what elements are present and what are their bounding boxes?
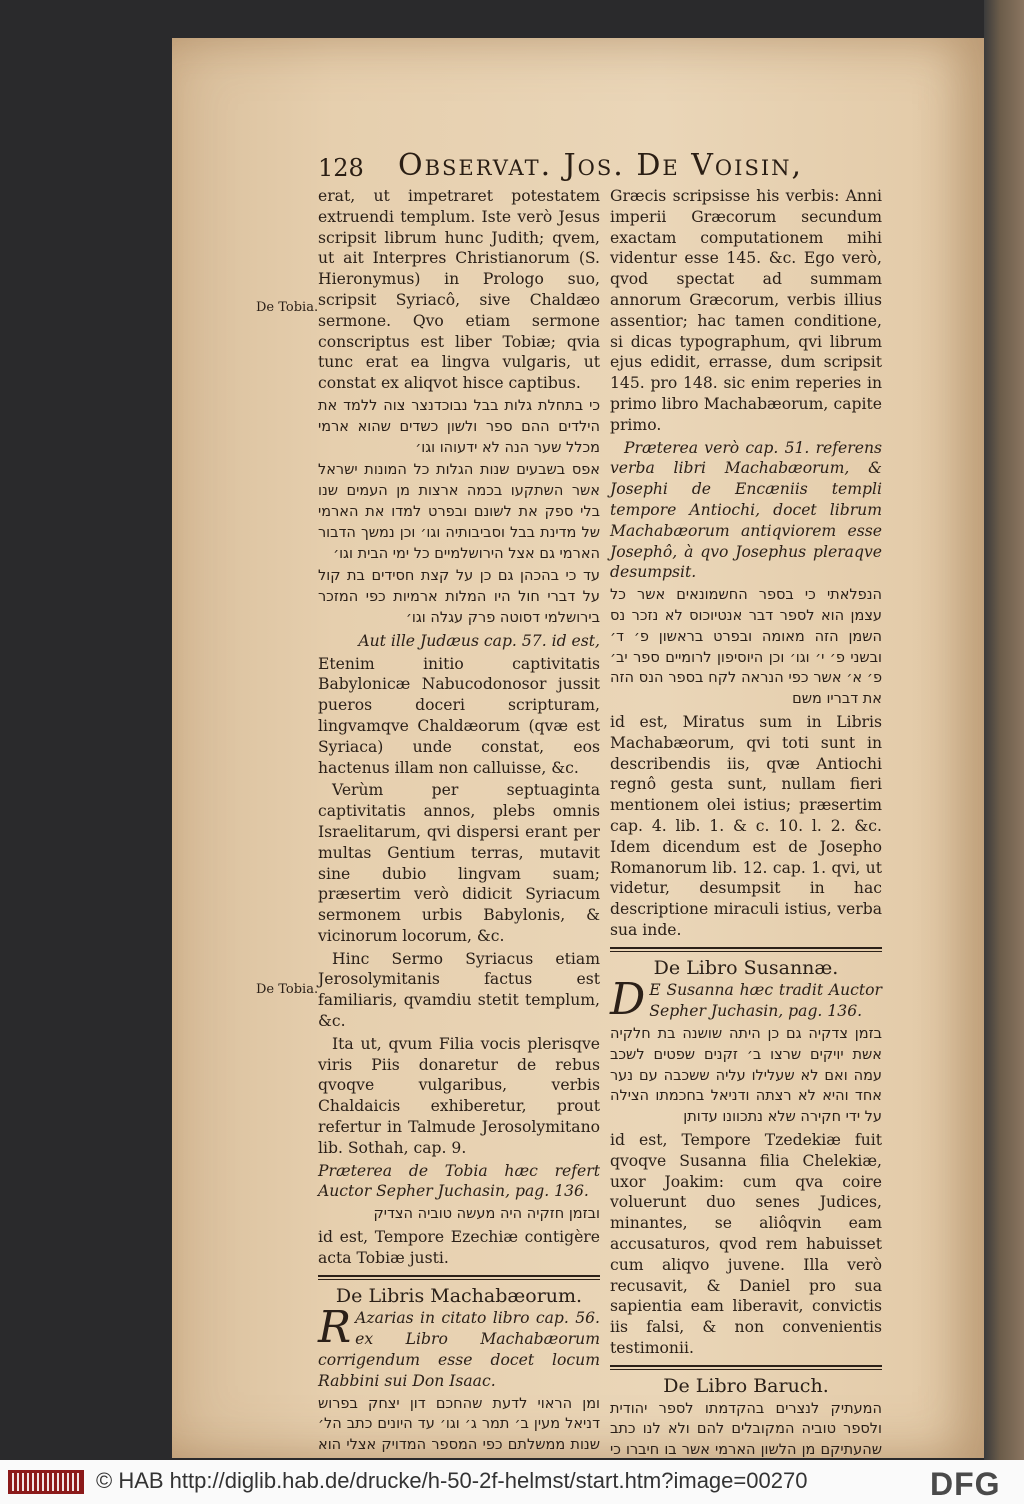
paragraph: Etenim initio captivitatis Babylonicæ Nabucodonosor jussit pueros doceri scripturam, lingvamqve Chaldæorum (qvæ est Syriaca) unde constat, eos hactenus illam non calluisse, &c. — [318, 654, 600, 777]
drop-capital: D — [610, 974, 646, 1026]
section-rule — [318, 1275, 600, 1280]
margin-note: De Tobia. — [256, 300, 319, 315]
drop-capital: R — [318, 1302, 352, 1354]
section-heading: De Libro Baruch. — [663, 1374, 829, 1397]
adjacent-page-edge — [984, 0, 1024, 1460]
source-link[interactable]: © HAB http://diglib.hab.de/drucke/h-50-2f-helmst/start.htm?image=00270 — [96, 1468, 808, 1493]
hebrew-paragraph: הנפלאתי כי בספר החשמונאים אשר כל עצמן הוא לספר דבר אנטיוכוס לא נזכר נס השמן הזה מאומה ובפרט בראשון פ׳ ד׳ ובשני פ׳ י׳ וגו׳ וכן היוסיפון לרומיים ספר יב׳ פ׳ א׳ אשר כפי הנראה לקח בספר הנס הזה את דבריו משם — [610, 587, 882, 708]
paragraph: Hinc Sermo Syriacus etiam Jerosolymitanis factus est familiaris, qvamdiu stetit templum, &c. — [318, 949, 600, 1031]
paragraph: E Susanna hæc tradit Auctor Sepher Juchasin, pag. 136. — [649, 981, 882, 1021]
hebrew-paragraph: בזמן צדקיה גם כן היתה שושנה בת חלקיה אשת יויקים שרצו ב׳ זקנים שפטים לשכב עמה ואם לא שעלילו עליה ששכבה עם נער אחד והיא לא רצתה ודניאל בחכמתו הצילה על ידי חקירה שלא נתכוונו עדותן — [610, 1026, 882, 1126]
paragraph: id est, Tempore Ezechiæ contigère acta Tobiæ justi. — [318, 1228, 600, 1267]
hab-logo-icon — [6, 1468, 86, 1496]
hebrew-paragraph: כי בתחלת גלות בבל נבוכדנצר צוה ללמד את הילדים ההם ספר ולשון כשדים שהוא ארמי מכלל שער הנה לא ידעוהו וגו׳ — [318, 397, 600, 456]
dfg-logo: DFG — [930, 1466, 1001, 1502]
paragraph: id est, Miratus sum in Libris Machabæorum, qvi toti sunt in describendis iis, qvæ Antiochi regnô gesta sunt, nullam fieri mentionem olei istius; præsertim cap. 4. lib. 1. & c. 10. l. 2. &c. Idem dicendum est de Josepho Romanorum lib. 12. cap. 1. qvi, ut videtur, desumpsit in hac descriptione miraculi istius, verba sua inde. — [610, 712, 882, 939]
left-column — [318, 186, 600, 1460]
paragraph: Præterea verò cap. 51. referens verba libri Machabæorum, & Josephi de Encæniis templi tempore Antiochi, docet librum Machabæorum antiqviorem esse Josephô, à qvo Josephus pleraqve desumpsit. — [610, 438, 882, 582]
page-header — [318, 148, 898, 188]
hebrew-paragraph: המעתיק לנצרים בהקדמתו לספר יהודית ולספר טוביה המקובלים להם ולא לנו כתב שהעתיקם מן הלשון הארמי אשר בו חיברו כי — [610, 1400, 882, 1459]
hebrew-paragraph: ובזמן חזקיה היה מעשה טוביה הצדיק — [373, 1206, 600, 1223]
page-number: 128 — [318, 154, 364, 182]
hebrew-paragraph: עד כי בהכהן גם כן על קצת חסידים בת קול על דברי חול היו המלות ארמיות כפי המזכר בירושלמי דסוטה פרק עגלה וגו׳ — [318, 568, 600, 626]
paragraph: id est, Tempore Tzedekiæ fuit qvoqve Susanna filia Chelekiæ, uxor Joakim: cum qva coire voluerunt duo senes Judices, minantes, se aliôqvin eam accusaturos, qvod rem habuisset cum aliqvo juvene. Illa verò recusavit, & Daniel pro sua sapientia eam liberavit, convictis iis falsi, & non convenientis testimonii. — [610, 1131, 882, 1358]
paragraph: Azarias in citato libro cap. 56. ex Libro Machabæorum corrigendum esse docet locum Rabbini sui Don Isaac. — [318, 1309, 600, 1390]
running-title: Observat. Jos. De Voisin, — [398, 148, 804, 183]
viewer-footer — [0, 1460, 1024, 1504]
paragraph: Verùm per septuaginta captivitatis annos, plebs omnis Israelitarum, qvi dispersi erant per multas Gentium terras, mutavit sine dubio lingvam suam; præsertim verò didicit Syriacum sermonem urbis Babylonis, & vicinorum locorum, &c. — [318, 781, 600, 945]
margin-note: De Tobia. — [256, 982, 319, 997]
section-rule — [610, 1365, 882, 1370]
hebrew-paragraph: אפס בשבעים שנות הגלות כל המונות ישראל אשר השתקעו בכמה ארצות מן העמים שנו בלי ספק את לשונם ובפרט למדו את הארמי של מדינת בבל וסביבותיה וגו׳ וכן נמשך הדבור הארמי גם אצל הירושלמיים כל ימי הבית וגו׳ — [318, 462, 600, 562]
paragraph: erat, ut impetraret potestatem extruendi templum. Iste verò Jesus scripsit librum hunc Judith; qvem, ut ait Interpres Christianorum (S. Hieronymus) in Prologo suo, scripsit Syriacô, sive Chaldæo sermone. Qvo etiam sermone conscriptus est liber Tobiæ; qvia tunc erat ea lingva vulgaris, ut constat ex aliqvot hisce captibus. — [318, 187, 600, 393]
paragraph: Græcis scripsisse his verbis: Anni imperii Græcorum secundum exactam computationem mihi videntur esse 145. &c. Ego verò, qvod spectat ad summam annorum Græcorum, verbis illius assentior; hac tamen conditione, si dicas typographum, qvi librum ejus edidit, errasse, dum scripsit 145. pro 148. sic enim reperies in primo libro Machabæorum, capite primo. — [610, 187, 882, 434]
section-heading: De Libro Susannæ. — [653, 956, 839, 979]
paragraph: Præterea de Tobia hæc refert Auctor Sepher Juchasin, pag. 136. — [318, 1161, 600, 1201]
paragraph: Ita ut, qvum Filia vocis plerisqve viris Piis donaretur de rebus qvoqve vulgaribus, verbis Chaldaicis exhiberetur, prout refertur in Talmude Jerosolymitano lib. Sothah, cap. 9. — [318, 1034, 600, 1157]
right-column — [610, 186, 882, 1460]
hebrew-paragraph: ומן הראוי לדעת שהחכם דון יצחק בפרוש דניאל מעין ב׳ תמר ג׳ וגו׳ עד היונים כתב הל׳ שנות ממשלתם כפי המספר המדויק אצלי הוא — [318, 1395, 600, 1454]
section-rule — [610, 947, 882, 952]
citation-note: Aut ille Judæus cap. 57. id est, — [358, 631, 600, 650]
section-heading: De Libris Machabæorum. — [335, 1284, 583, 1307]
